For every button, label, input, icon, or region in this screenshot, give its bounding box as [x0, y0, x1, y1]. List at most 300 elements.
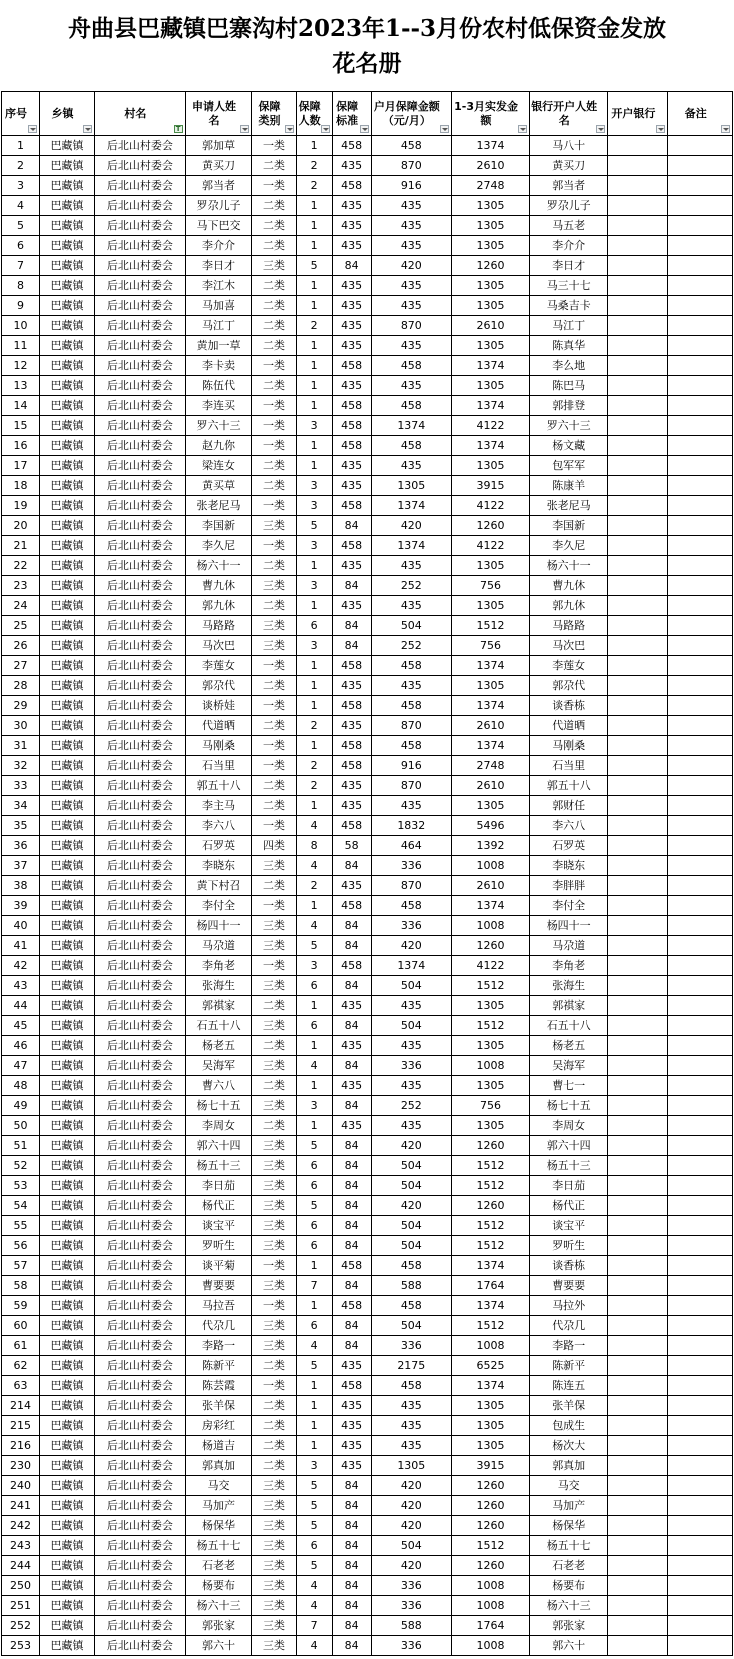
- cell-monthly-amount[interactable]: 504: [371, 616, 451, 636]
- cell-monthly-amount[interactable]: 916: [371, 176, 451, 196]
- cell-township[interactable]: 巴藏镇: [40, 1056, 95, 1076]
- cell-persons[interactable]: 4: [296, 856, 332, 876]
- cell-remarks[interactable]: [668, 516, 733, 536]
- cell-applicant[interactable]: 曹要要: [185, 1276, 252, 1296]
- cell-village[interactable]: 后北山村委会: [94, 1636, 185, 1656]
- cell-remarks[interactable]: [668, 956, 733, 976]
- cell-applicant[interactable]: 李晓东: [185, 856, 252, 876]
- cell-standard[interactable]: 435: [332, 556, 371, 576]
- cell-township[interactable]: 巴藏镇: [40, 276, 95, 296]
- cell-remarks[interactable]: [668, 796, 733, 816]
- cell-remarks[interactable]: [668, 296, 733, 316]
- cell-persons[interactable]: 5: [296, 516, 332, 536]
- cell-township[interactable]: 巴藏镇: [40, 356, 95, 376]
- cell-category[interactable]: 三类: [252, 616, 296, 636]
- cell-persons[interactable]: 3: [296, 416, 332, 436]
- cell-standard[interactable]: 435: [332, 996, 371, 1016]
- cell-category[interactable]: 二类: [252, 376, 296, 396]
- cell-monthly-amount[interactable]: 252: [371, 1096, 451, 1116]
- cell-serial[interactable]: 244: [2, 1556, 40, 1576]
- cell-category[interactable]: 一类: [252, 536, 296, 556]
- filter-dropdown-icon-persons[interactable]: [321, 125, 330, 133]
- cell-bank[interactable]: [608, 1196, 668, 1216]
- cell-applicant[interactable]: 李莲女: [185, 656, 252, 676]
- cell-serial[interactable]: 44: [2, 996, 40, 1016]
- cell-q1-amount[interactable]: 1008: [451, 1636, 529, 1656]
- cell-category[interactable]: 一类: [252, 1296, 296, 1316]
- cell-persons[interactable]: 5: [296, 1136, 332, 1156]
- cell-account-holder[interactable]: 杨七十五: [530, 1096, 608, 1116]
- cell-account-holder[interactable]: 杨五十三: [530, 1156, 608, 1176]
- cell-persons[interactable]: 4: [296, 1056, 332, 1076]
- cell-account-holder[interactable]: 马五老: [530, 216, 608, 236]
- cell-q1-amount[interactable]: 1374: [451, 1296, 529, 1316]
- cell-q1-amount[interactable]: 2748: [451, 176, 529, 196]
- cell-persons[interactable]: 1: [296, 136, 332, 156]
- cell-persons[interactable]: 3: [296, 496, 332, 516]
- cell-persons[interactable]: 1: [296, 436, 332, 456]
- cell-persons[interactable]: 3: [296, 576, 332, 596]
- cell-applicant[interactable]: 杨五十三: [185, 1156, 252, 1176]
- cell-bank[interactable]: [608, 436, 668, 456]
- cell-monthly-amount[interactable]: 435: [371, 216, 451, 236]
- cell-village[interactable]: 后北山村委会: [94, 936, 185, 956]
- cell-category[interactable]: 二类: [252, 236, 296, 256]
- cell-q1-amount[interactable]: 1512: [451, 1156, 529, 1176]
- cell-persons[interactable]: 5: [296, 1556, 332, 1576]
- cell-applicant[interactable]: 李日茄: [185, 1176, 252, 1196]
- cell-serial[interactable]: 50: [2, 1116, 40, 1136]
- cell-standard[interactable]: 435: [332, 596, 371, 616]
- cell-account-holder[interactable]: 李国新: [530, 516, 608, 536]
- cell-category[interactable]: 三类: [252, 256, 296, 276]
- cell-serial[interactable]: 241: [2, 1496, 40, 1516]
- cell-village[interactable]: 后北山村委会: [94, 536, 185, 556]
- cell-q1-amount[interactable]: 1305: [451, 1416, 529, 1436]
- cell-account-holder[interactable]: 杨保华: [530, 1516, 608, 1536]
- cell-monthly-amount[interactable]: 336: [371, 856, 451, 876]
- cell-applicant[interactable]: 郭当者: [185, 176, 252, 196]
- cell-standard[interactable]: 84: [332, 1336, 371, 1356]
- cell-bank[interactable]: [608, 1056, 668, 1076]
- cell-township[interactable]: 巴藏镇: [40, 796, 95, 816]
- cell-q1-amount[interactable]: 1008: [451, 916, 529, 936]
- cell-village[interactable]: 后北山村委会: [94, 1416, 185, 1436]
- cell-account-holder[interactable]: 马江丁: [530, 316, 608, 336]
- cell-monthly-amount[interactable]: 420: [371, 936, 451, 956]
- cell-village[interactable]: 后北山村委会: [94, 636, 185, 656]
- cell-q1-amount[interactable]: 1260: [451, 1136, 529, 1156]
- cell-village[interactable]: 后北山村委会: [94, 916, 185, 936]
- cell-persons[interactable]: 3: [296, 1456, 332, 1476]
- cell-q1-amount[interactable]: 1305: [451, 1036, 529, 1056]
- cell-q1-amount[interactable]: 756: [451, 1096, 529, 1116]
- cell-applicant[interactable]: 黄加一草: [185, 336, 252, 356]
- cell-category[interactable]: 三类: [252, 516, 296, 536]
- cell-serial[interactable]: 27: [2, 656, 40, 676]
- cell-township[interactable]: 巴藏镇: [40, 876, 95, 896]
- cell-township[interactable]: 巴藏镇: [40, 256, 95, 276]
- cell-persons[interactable]: 1: [296, 1376, 332, 1396]
- cell-persons[interactable]: 3: [296, 1096, 332, 1116]
- cell-serial[interactable]: 45: [2, 1016, 40, 1036]
- cell-township[interactable]: 巴藏镇: [40, 1276, 95, 1296]
- cell-q1-amount[interactable]: 1512: [451, 1176, 529, 1196]
- cell-applicant[interactable]: 李周女: [185, 1116, 252, 1136]
- filter-dropdown-icon-account-holder[interactable]: [596, 125, 605, 133]
- cell-township[interactable]: 巴藏镇: [40, 656, 95, 676]
- cell-account-holder[interactable]: 陈连五: [530, 1376, 608, 1396]
- cell-applicant[interactable]: 曹六八: [185, 1076, 252, 1096]
- cell-category[interactable]: 一类: [252, 176, 296, 196]
- cell-serial[interactable]: 242: [2, 1516, 40, 1536]
- cell-township[interactable]: 巴藏镇: [40, 936, 95, 956]
- cell-township[interactable]: 巴藏镇: [40, 1156, 95, 1176]
- cell-account-holder[interactable]: 郭尕代: [530, 676, 608, 696]
- cell-persons[interactable]: 4: [296, 1336, 332, 1356]
- cell-persons[interactable]: 4: [296, 1596, 332, 1616]
- cell-monthly-amount[interactable]: 420: [371, 1496, 451, 1516]
- cell-account-holder[interactable]: 包成生: [530, 1416, 608, 1436]
- cell-standard[interactable]: 435: [332, 1356, 371, 1376]
- cell-monthly-amount[interactable]: 420: [371, 1196, 451, 1216]
- cell-bank[interactable]: [608, 176, 668, 196]
- cell-remarks[interactable]: [668, 1316, 733, 1336]
- cell-village[interactable]: 后北山村委会: [94, 1016, 185, 1036]
- cell-standard[interactable]: 84: [332, 1496, 371, 1516]
- cell-village[interactable]: 后北山村委会: [94, 1256, 185, 1276]
- cell-account-holder[interactable]: 李周女: [530, 1116, 608, 1136]
- cell-category[interactable]: 三类: [252, 936, 296, 956]
- cell-applicant[interactable]: 陈芸霞: [185, 1376, 252, 1396]
- cell-township[interactable]: 巴藏镇: [40, 396, 95, 416]
- cell-bank[interactable]: [608, 356, 668, 376]
- cell-village[interactable]: 后北山村委会: [94, 1476, 185, 1496]
- cell-q1-amount[interactable]: 1260: [451, 1496, 529, 1516]
- cell-q1-amount[interactable]: 1512: [451, 1316, 529, 1336]
- cell-bank[interactable]: [608, 576, 668, 596]
- cell-q1-amount[interactable]: 1392: [451, 836, 529, 856]
- cell-serial[interactable]: 61: [2, 1336, 40, 1356]
- cell-serial[interactable]: 2: [2, 156, 40, 176]
- cell-village[interactable]: 后北山村委会: [94, 1316, 185, 1336]
- cell-account-holder[interactable]: 杨四十一: [530, 916, 608, 936]
- cell-bank[interactable]: [608, 1096, 668, 1116]
- cell-persons[interactable]: 1: [296, 396, 332, 416]
- cell-persons[interactable]: 1: [296, 456, 332, 476]
- cell-standard[interactable]: 458: [332, 1256, 371, 1276]
- cell-remarks[interactable]: [668, 356, 733, 376]
- cell-township[interactable]: 巴藏镇: [40, 636, 95, 656]
- cell-q1-amount[interactable]: 1008: [451, 1576, 529, 1596]
- cell-applicant[interactable]: 曹九休: [185, 576, 252, 596]
- cell-standard[interactable]: 435: [332, 296, 371, 316]
- cell-bank[interactable]: [608, 796, 668, 816]
- cell-category[interactable]: 三类: [252, 1576, 296, 1596]
- cell-village[interactable]: 后北山村委会: [94, 256, 185, 276]
- cell-standard[interactable]: 435: [332, 316, 371, 336]
- cell-persons[interactable]: 1: [296, 276, 332, 296]
- cell-township[interactable]: 巴藏镇: [40, 616, 95, 636]
- cell-persons[interactable]: 5: [296, 936, 332, 956]
- cell-serial[interactable]: 10: [2, 316, 40, 336]
- cell-account-holder[interactable]: 马刚桑: [530, 736, 608, 756]
- cell-standard[interactable]: 84: [332, 1316, 371, 1336]
- cell-serial[interactable]: 18: [2, 476, 40, 496]
- cell-monthly-amount[interactable]: 458: [371, 1296, 451, 1316]
- cell-category[interactable]: 一类: [252, 696, 296, 716]
- cell-township[interactable]: 巴藏镇: [40, 316, 95, 336]
- cell-remarks[interactable]: [668, 856, 733, 876]
- cell-bank[interactable]: [608, 556, 668, 576]
- cell-village[interactable]: 后北山村委会: [94, 1116, 185, 1136]
- cell-bank[interactable]: [608, 296, 668, 316]
- cell-category[interactable]: 二类: [252, 1036, 296, 1056]
- cell-persons[interactable]: 1: [296, 796, 332, 816]
- cell-village[interactable]: 后北山村委会: [94, 856, 185, 876]
- cell-township[interactable]: 巴藏镇: [40, 956, 95, 976]
- cell-remarks[interactable]: [668, 436, 733, 456]
- cell-persons[interactable]: 3: [296, 476, 332, 496]
- cell-persons[interactable]: 1: [296, 1436, 332, 1456]
- cell-q1-amount[interactable]: 4122: [451, 416, 529, 436]
- cell-standard[interactable]: 84: [332, 1596, 371, 1616]
- cell-remarks[interactable]: [668, 1636, 733, 1656]
- cell-monthly-amount[interactable]: 458: [371, 1376, 451, 1396]
- cell-q1-amount[interactable]: 1512: [451, 616, 529, 636]
- cell-q1-amount[interactable]: 756: [451, 576, 529, 596]
- cell-remarks[interactable]: [668, 336, 733, 356]
- cell-category[interactable]: 二类: [252, 1436, 296, 1456]
- cell-applicant[interactable]: 石老老: [185, 1556, 252, 1576]
- cell-applicant[interactable]: 马刚桑: [185, 736, 252, 756]
- cell-bank[interactable]: [608, 1456, 668, 1476]
- cell-serial[interactable]: 9: [2, 296, 40, 316]
- cell-monthly-amount[interactable]: 336: [371, 1576, 451, 1596]
- cell-bank[interactable]: [608, 1176, 668, 1196]
- cell-applicant[interactable]: 马拉吾: [185, 1296, 252, 1316]
- cell-serial[interactable]: 23: [2, 576, 40, 596]
- cell-standard[interactable]: 458: [332, 696, 371, 716]
- cell-remarks[interactable]: [668, 1296, 733, 1316]
- cell-account-holder[interactable]: 代尕几: [530, 1316, 608, 1336]
- cell-account-holder[interactable]: 杨老五: [530, 1036, 608, 1056]
- cell-monthly-amount[interactable]: 870: [371, 876, 451, 896]
- cell-remarks[interactable]: [668, 396, 733, 416]
- cell-bank[interactable]: [608, 916, 668, 936]
- cell-township[interactable]: 巴藏镇: [40, 1356, 95, 1376]
- cell-bank[interactable]: [608, 516, 668, 536]
- cell-q1-amount[interactable]: 1305: [451, 336, 529, 356]
- cell-village[interactable]: 后北山村委会: [94, 1456, 185, 1476]
- cell-category[interactable]: 三类: [252, 1136, 296, 1156]
- cell-bank[interactable]: [608, 1556, 668, 1576]
- cell-account-holder[interactable]: 杨次大: [530, 1436, 608, 1456]
- filter-dropdown-icon-category[interactable]: [285, 125, 294, 133]
- cell-account-holder[interactable]: 罗听生: [530, 1236, 608, 1256]
- cell-remarks[interactable]: [668, 176, 733, 196]
- cell-village[interactable]: 后北山村委会: [94, 356, 185, 376]
- cell-village[interactable]: 后北山村委会: [94, 1156, 185, 1176]
- cell-q1-amount[interactable]: 1305: [451, 1436, 529, 1456]
- cell-account-holder[interactable]: 郭真加: [530, 1456, 608, 1476]
- cell-category[interactable]: 四类: [252, 836, 296, 856]
- cell-monthly-amount[interactable]: 458: [371, 136, 451, 156]
- cell-q1-amount[interactable]: 1512: [451, 1536, 529, 1556]
- cell-q1-amount[interactable]: 1260: [451, 1196, 529, 1216]
- cell-account-holder[interactable]: 李晓东: [530, 856, 608, 876]
- cell-category[interactable]: 一类: [252, 436, 296, 456]
- cell-standard[interactable]: 84: [332, 1196, 371, 1216]
- cell-remarks[interactable]: [668, 1136, 733, 1156]
- cell-category[interactable]: 三类: [252, 1156, 296, 1176]
- cell-q1-amount[interactable]: 1008: [451, 1596, 529, 1616]
- cell-standard[interactable]: 435: [332, 376, 371, 396]
- cell-account-holder[interactable]: 黄买刀: [530, 156, 608, 176]
- cell-standard[interactable]: 435: [332, 216, 371, 236]
- cell-remarks[interactable]: [668, 776, 733, 796]
- cell-village[interactable]: 后北山村委会: [94, 1396, 185, 1416]
- cell-category[interactable]: 二类: [252, 876, 296, 896]
- cell-township[interactable]: 巴藏镇: [40, 536, 95, 556]
- cell-village[interactable]: 后北山村委会: [94, 736, 185, 756]
- cell-bank[interactable]: [608, 676, 668, 696]
- cell-standard[interactable]: 84: [332, 1556, 371, 1576]
- cell-serial[interactable]: 5: [2, 216, 40, 236]
- cell-q1-amount[interactable]: 1374: [451, 396, 529, 416]
- cell-category[interactable]: 三类: [252, 1476, 296, 1496]
- cell-category[interactable]: 二类: [252, 1416, 296, 1436]
- cell-standard[interactable]: 458: [332, 176, 371, 196]
- cell-account-holder[interactable]: 郭九休: [530, 596, 608, 616]
- cell-village[interactable]: 后北山村委会: [94, 196, 185, 216]
- cell-category[interactable]: 二类: [252, 776, 296, 796]
- cell-category[interactable]: 三类: [252, 1596, 296, 1616]
- cell-standard[interactable]: 435: [332, 476, 371, 496]
- cell-village[interactable]: 后北山村委会: [94, 996, 185, 1016]
- cell-account-holder[interactable]: 张羊保: [530, 1396, 608, 1416]
- cell-village[interactable]: 后北山村委会: [94, 336, 185, 356]
- cell-applicant[interactable]: 杨要布: [185, 1576, 252, 1596]
- cell-bank[interactable]: [608, 256, 668, 276]
- cell-monthly-amount[interactable]: 870: [371, 316, 451, 336]
- cell-village[interactable]: 后北山村委会: [94, 1356, 185, 1376]
- cell-bank[interactable]: [608, 1156, 668, 1176]
- cell-remarks[interactable]: [668, 976, 733, 996]
- cell-serial[interactable]: 60: [2, 1316, 40, 1336]
- cell-serial[interactable]: 12: [2, 356, 40, 376]
- cell-persons[interactable]: 6: [296, 1176, 332, 1196]
- cell-serial[interactable]: 62: [2, 1356, 40, 1376]
- cell-applicant[interactable]: 郭张家: [185, 1616, 252, 1636]
- cell-applicant[interactable]: 张老尼马: [185, 496, 252, 516]
- cell-standard[interactable]: 458: [332, 736, 371, 756]
- cell-serial[interactable]: 35: [2, 816, 40, 836]
- cell-account-holder[interactable]: 石五十八: [530, 1016, 608, 1036]
- cell-township[interactable]: 巴藏镇: [40, 436, 95, 456]
- cell-q1-amount[interactable]: 1512: [451, 1236, 529, 1256]
- cell-applicant[interactable]: 房彩红: [185, 1416, 252, 1436]
- cell-village[interactable]: 后北山村委会: [94, 316, 185, 336]
- cell-q1-amount[interactable]: 1008: [451, 1336, 529, 1356]
- cell-monthly-amount[interactable]: 420: [371, 1476, 451, 1496]
- cell-remarks[interactable]: [668, 1096, 733, 1116]
- cell-monthly-amount[interactable]: 336: [371, 1636, 451, 1656]
- cell-village[interactable]: 后北山村委会: [94, 1496, 185, 1516]
- cell-village[interactable]: 后北山村委会: [94, 876, 185, 896]
- cell-bank[interactable]: [608, 1436, 668, 1456]
- cell-standard[interactable]: 458: [332, 896, 371, 916]
- cell-township[interactable]: 巴藏镇: [40, 1296, 95, 1316]
- cell-q1-amount[interactable]: 1374: [451, 696, 529, 716]
- cell-bank[interactable]: [608, 1256, 668, 1276]
- cell-village[interactable]: 后北山村委会: [94, 1076, 185, 1096]
- cell-applicant[interactable]: 郭六十四: [185, 1136, 252, 1156]
- filter-dropdown-icon-standard[interactable]: [360, 125, 369, 133]
- cell-remarks[interactable]: [668, 616, 733, 636]
- cell-township[interactable]: 巴藏镇: [40, 1316, 95, 1336]
- cell-applicant[interactable]: 郭五十八: [185, 776, 252, 796]
- cell-township[interactable]: 巴藏镇: [40, 1256, 95, 1276]
- cell-village[interactable]: 后北山村委会: [94, 236, 185, 256]
- cell-category[interactable]: 三类: [252, 976, 296, 996]
- cell-standard[interactable]: 84: [332, 1276, 371, 1296]
- cell-applicant[interactable]: 李角老: [185, 956, 252, 976]
- cell-category[interactable]: 二类: [252, 316, 296, 336]
- cell-applicant[interactable]: 李介介: [185, 236, 252, 256]
- cell-persons[interactable]: 2: [296, 776, 332, 796]
- cell-q1-amount[interactable]: 1512: [451, 976, 529, 996]
- cell-account-holder[interactable]: 包军军: [530, 456, 608, 476]
- cell-applicant[interactable]: 杨四十一: [185, 916, 252, 936]
- cell-township[interactable]: 巴藏镇: [40, 856, 95, 876]
- cell-township[interactable]: 巴藏镇: [40, 576, 95, 596]
- cell-account-holder[interactable]: 石老老: [530, 1556, 608, 1576]
- cell-persons[interactable]: 1: [296, 336, 332, 356]
- cell-q1-amount[interactable]: 1374: [451, 1256, 529, 1276]
- cell-village[interactable]: 后北山村委会: [94, 1296, 185, 1316]
- cell-township[interactable]: 巴藏镇: [40, 556, 95, 576]
- cell-account-holder[interactable]: 李路一: [530, 1336, 608, 1356]
- cell-persons[interactable]: 1: [296, 1416, 332, 1436]
- cell-standard[interactable]: 84: [332, 1136, 371, 1156]
- cell-remarks[interactable]: [668, 1236, 733, 1256]
- cell-persons[interactable]: 1: [296, 736, 332, 756]
- cell-applicant[interactable]: 杨六十三: [185, 1596, 252, 1616]
- cell-bank[interactable]: [608, 416, 668, 436]
- cell-standard[interactable]: 458: [332, 816, 371, 836]
- cell-serial[interactable]: 240: [2, 1476, 40, 1496]
- cell-monthly-amount[interactable]: 588: [371, 1276, 451, 1296]
- cell-bank[interactable]: [608, 776, 668, 796]
- cell-monthly-amount[interactable]: 1374: [371, 536, 451, 556]
- cell-persons[interactable]: 6: [296, 1156, 332, 1176]
- cell-bank[interactable]: [608, 1076, 668, 1096]
- cell-township[interactable]: 巴藏镇: [40, 1576, 95, 1596]
- cell-account-holder[interactable]: 李六八: [530, 816, 608, 836]
- cell-persons[interactable]: 6: [296, 616, 332, 636]
- cell-applicant[interactable]: 马尕道: [185, 936, 252, 956]
- cell-monthly-amount[interactable]: 870: [371, 716, 451, 736]
- cell-remarks[interactable]: [668, 836, 733, 856]
- cell-standard[interactable]: 435: [332, 236, 371, 256]
- cell-category[interactable]: 一类: [252, 136, 296, 156]
- cell-q1-amount[interactable]: 1260: [451, 256, 529, 276]
- cell-standard[interactable]: 84: [332, 1616, 371, 1636]
- cell-monthly-amount[interactable]: 435: [371, 1436, 451, 1456]
- cell-account-holder[interactable]: 谈香栋: [530, 696, 608, 716]
- cell-monthly-amount[interactable]: 435: [371, 296, 451, 316]
